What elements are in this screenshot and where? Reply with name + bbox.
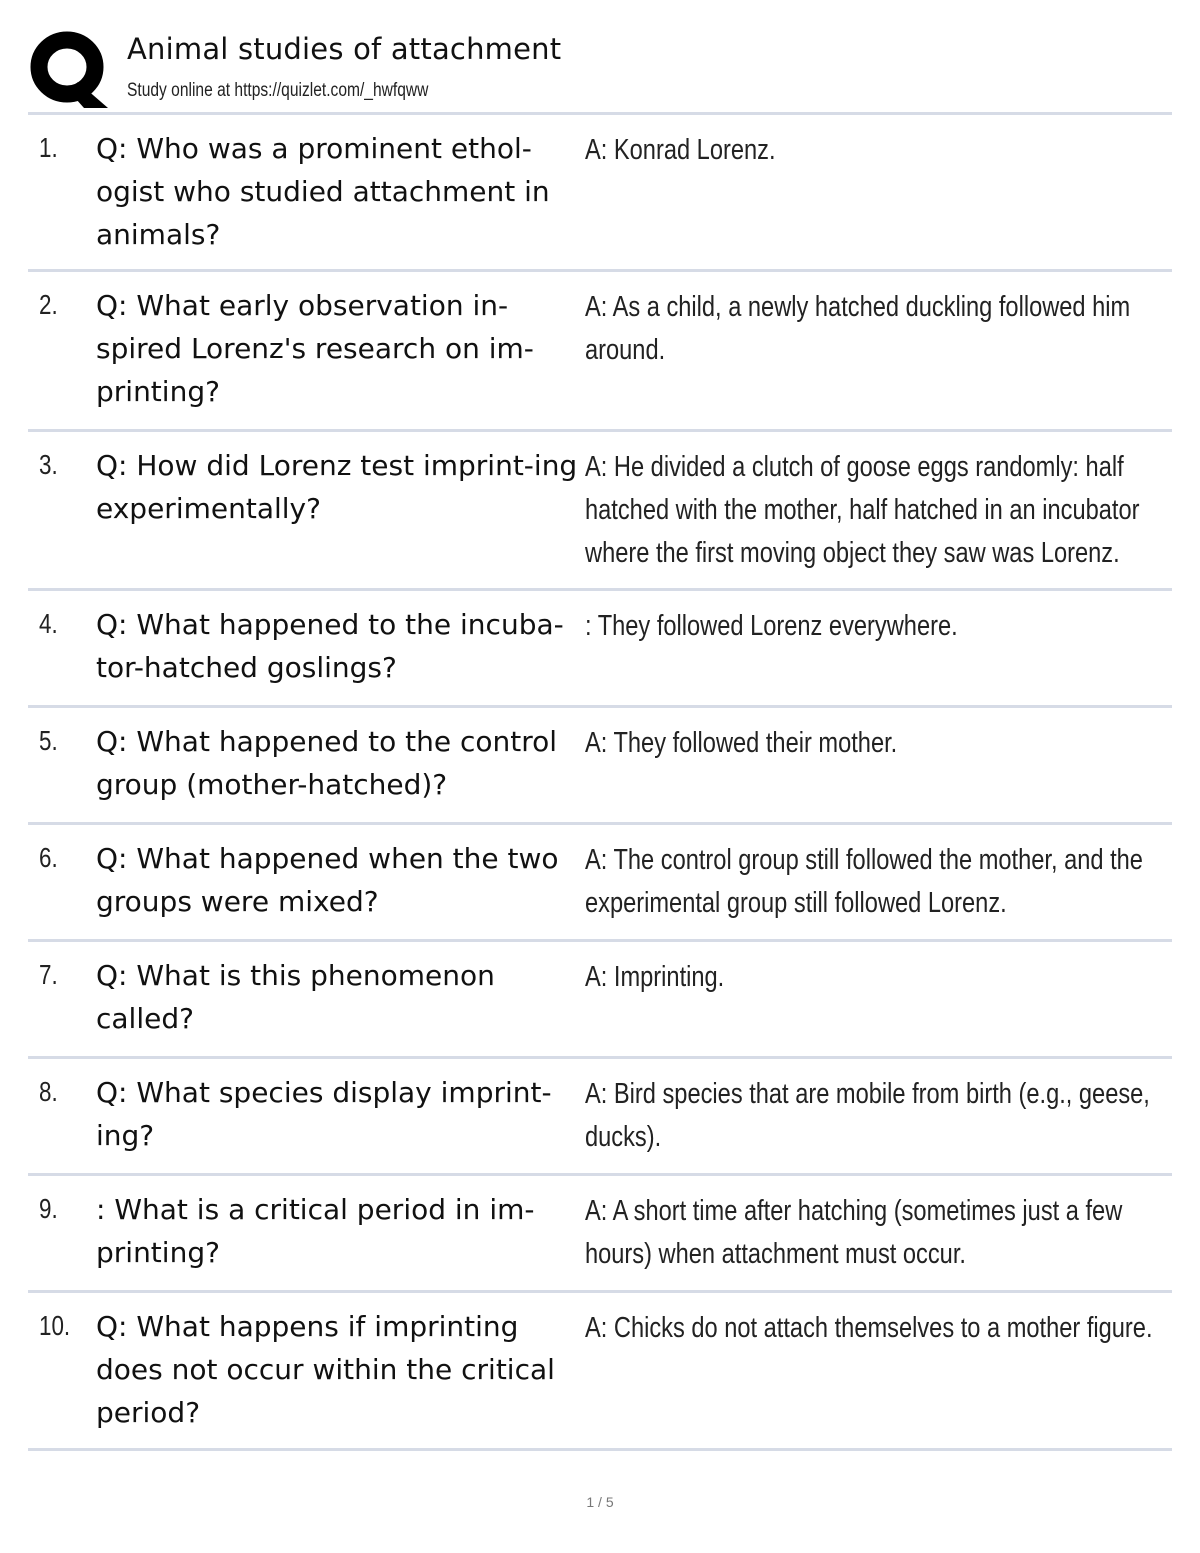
card-question: Q: How did Lorenz test imprint-ing experimentally? (96, 449, 578, 525)
card-question: Q: What happened to the control group (mother-hatched)? (96, 725, 558, 801)
header (30, 30, 1172, 112)
card-question: Q: What is this phenomenon called? (96, 959, 495, 1035)
card-answer: A: As a child, a newly hatched duckling followed him around. (585, 291, 1131, 366)
card-number: 5. (39, 725, 58, 756)
page-number: 1 / 5 (586, 1494, 614, 1510)
flashcard-row (28, 591, 1172, 708)
flashcard-row (28, 1059, 1172, 1176)
card-number: 8. (39, 1076, 58, 1107)
card-answer: A: Konrad Lorenz. (585, 134, 776, 166)
flashcard-row (28, 708, 1172, 825)
flashcard-row (28, 1293, 1172, 1451)
flashcard-row (28, 942, 1172, 1059)
deck-title: Animal studies of attachment (127, 32, 562, 66)
card-answer: A: The control group still followed the mother, and the experimental group still followed Lorenz. (585, 844, 1143, 919)
flashcard-list (28, 115, 1172, 1451)
card-question: Q: What species display imprint-ing? (96, 1076, 552, 1152)
card-question: Q: Who was a prominent ethol-ogist who studied attachment in animals? (96, 132, 550, 251)
flashcard-row (28, 432, 1172, 591)
flashcard-row (28, 115, 1172, 272)
card-number: 6. (39, 842, 58, 873)
flashcard-row (28, 272, 1172, 432)
card-number: 4. (39, 608, 58, 639)
card-number: 1. (39, 132, 58, 163)
card-number: 7. (39, 959, 58, 990)
card-answer: A: He divided a clutch of goose eggs randomly: half hatched with the mother, half hatched in an incubator where the first moving object they saw was Lorenz. (585, 451, 1140, 569)
card-number: 9. (39, 1193, 58, 1224)
card-number: 3. (39, 449, 58, 480)
card-question: Q: What happens if imprinting does not occur within the critical period? (96, 1310, 555, 1429)
card-number: 2. (39, 289, 58, 320)
quizlet-logo-icon (30, 30, 108, 108)
flashcard-row (28, 825, 1172, 942)
flashcard-row (28, 1176, 1172, 1293)
study-online-link[interactable]: Study online at https://quizlet.com/_hwfqww (127, 80, 429, 101)
card-answer: A: A short time after hatching (sometimes just a few hours) when attachment must occur. (585, 1195, 1123, 1270)
card-answer: A: They followed their mother. (585, 727, 898, 759)
card-number: 10. (39, 1310, 71, 1341)
card-answer: A: Chicks do not attach themselves to a mother figure. (585, 1312, 1153, 1344)
card-question: : What is a critical period in im-printing? (96, 1193, 535, 1269)
card-question: Q: What early observation in-spired Lorenz's research on im-printing? (96, 289, 534, 408)
card-question: Q: What happened when the two groups were mixed? (96, 842, 559, 918)
card-question: Q: What happened to the incuba-tor-hatched goslings? (96, 608, 564, 684)
card-answer: A: Imprinting. (585, 961, 725, 993)
card-answer: : They followed Lorenz everywhere. (585, 610, 958, 642)
card-answer: A: Bird species that are mobile from birth (e.g., geese, ducks). (585, 1078, 1150, 1153)
